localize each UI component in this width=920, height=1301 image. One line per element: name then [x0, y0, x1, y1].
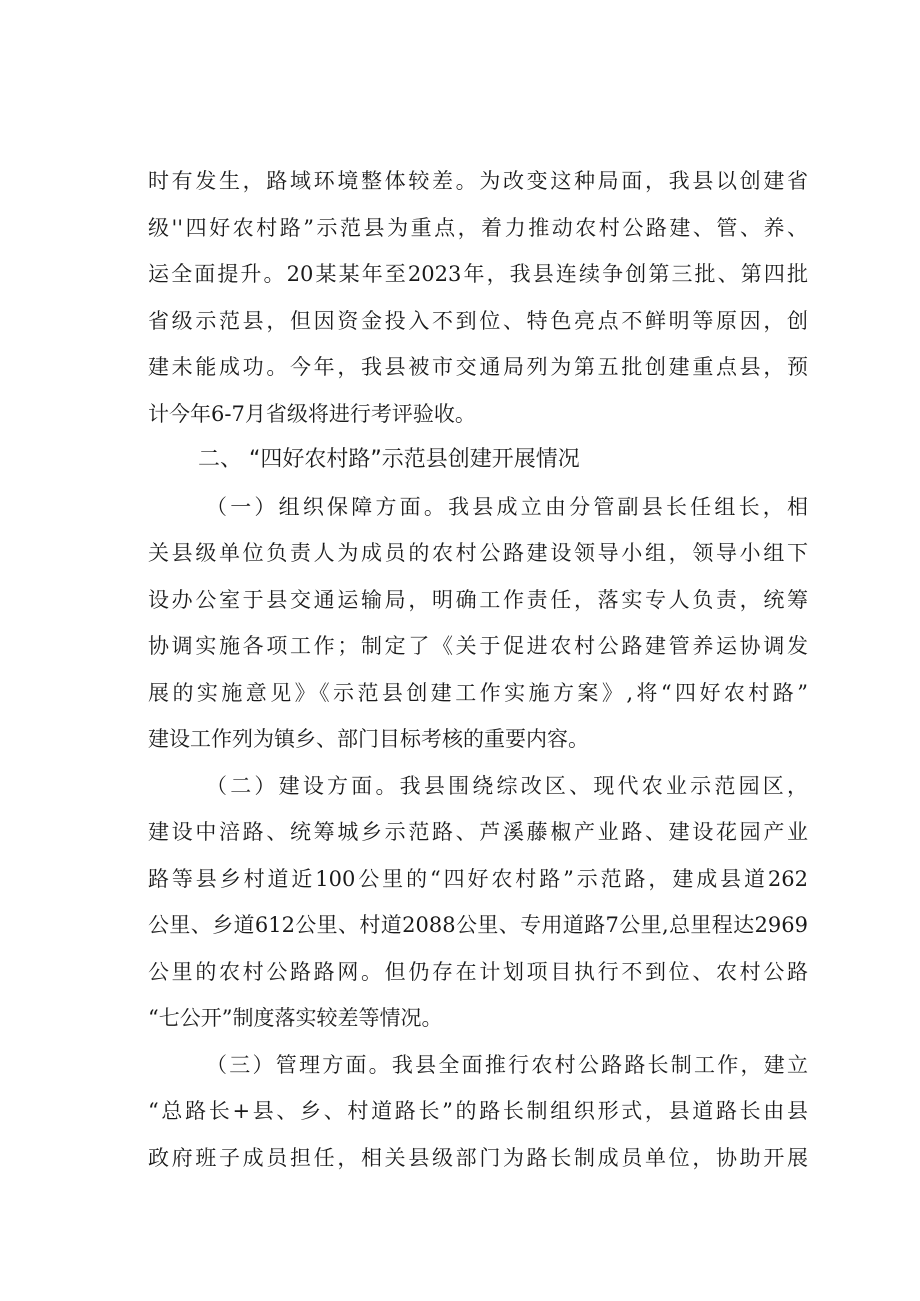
text-line: 关县级单位负责人为成员的农村公路建设领导小组，领导小组下	[148, 541, 808, 565]
paragraph-organization	[148, 484, 808, 763]
text-line: 省级示范县，但因资金投入不到位、特色亮点不鲜明等原因，创	[148, 308, 808, 333]
text-line: （一）组织保障方面。我县成立由分管副县长任组长，相	[206, 494, 808, 519]
text-line: 政府班子成员担任，相关县级部门为路长制成员单位，协助开展	[148, 1145, 808, 1170]
text-line: 路等县乡村道近100公里的“四好农村路”示范路，建成县道262	[148, 866, 808, 891]
text-line: 级''四好农村路”示范县为重点，着力推动农村公路建、管、养、	[148, 215, 808, 240]
text-line: 建设工作列为镇乡、部门目标考核的重要内容。	[148, 727, 589, 751]
text-line: 建未能成功。今年，我县被市交通局列为第五批创建重点县，预	[148, 355, 808, 379]
section-heading: 二、 “四好农村路”示范县创建开展情况	[198, 447, 580, 472]
text-line: 协调实施各项工作；制定了《关于促进农村公路建管养运协调发	[148, 634, 808, 658]
document-body	[148, 158, 808, 1181]
text-line: 建设中涪路、统筹城乡示范路、芦溪藤椒产业路、建设花园产业	[148, 820, 808, 844]
text-line: 运全面提升。20某某年至2023年，我县连续争创第三批、第四批	[148, 262, 808, 286]
text-line: （二）建设方面。我县围绕综改区、现代农业示范园区，	[206, 773, 808, 798]
paragraph-management	[148, 1042, 808, 1182]
text-line: “总路长+县、乡、村道路长”的路长制组织形式，县道路长由县	[148, 1099, 808, 1123]
paragraph-background	[148, 158, 808, 437]
text-line: 公里、乡道612公里、村道2088公里、专用道路7公里,总里程达2969	[148, 913, 808, 937]
paragraph-construction	[148, 763, 808, 1042]
text-line: 设办公室于县交通运输局，明确工作责任，落实专人负责，统筹	[148, 587, 808, 612]
text-line: （三）管理方面。我县全面推行农村公路路长制工作，建立	[206, 1052, 808, 1077]
text-line: 公里的农村公路路网。但仍存在计划项目执行不到位、农村公路	[148, 959, 808, 984]
text-line: 时有发生，路域环境整体较差。为改变这种局面，我县以创建省	[148, 169, 808, 193]
text-line: 计今年6-7月省级将进行考评验收。	[148, 401, 476, 426]
text-line: 展的实施意见》《示范县创建工作实施方案》,将“四好农村路”	[148, 680, 808, 705]
text-line: “七公开”制度落实较差等情况。	[148, 1006, 443, 1030]
